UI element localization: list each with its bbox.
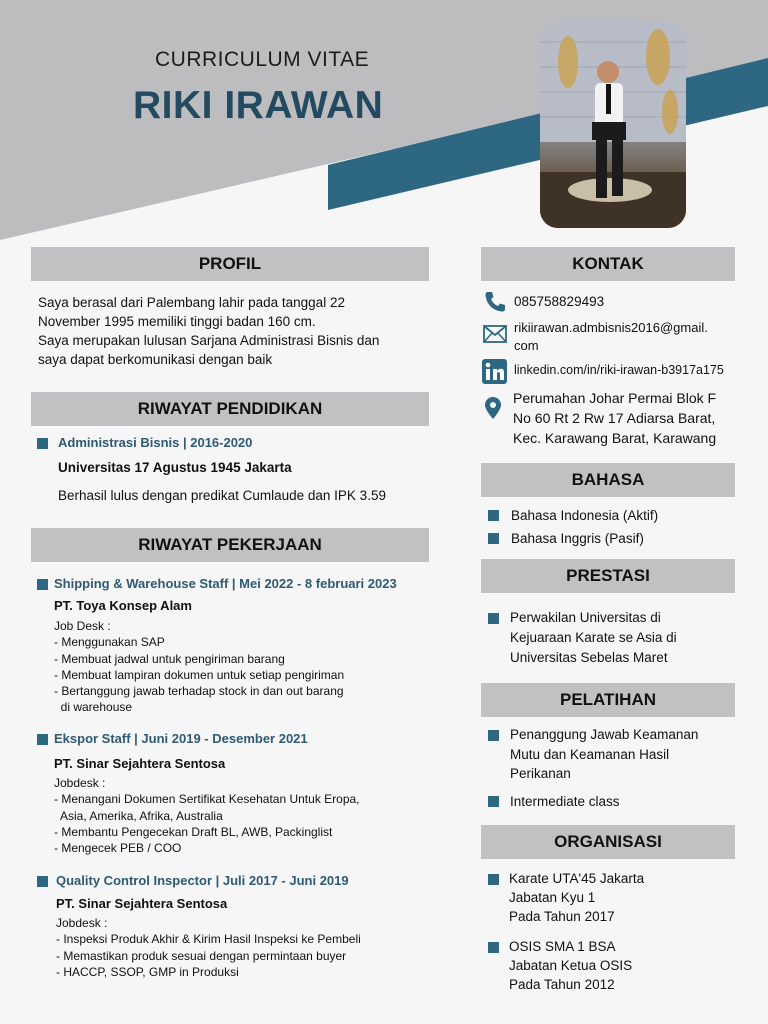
profil-text: [38, 293, 428, 369]
bullet-square-icon: [37, 876, 48, 887]
job-company: PT. Toya Konsep Alam: [54, 598, 192, 613]
contact-email[interactable]: [514, 319, 708, 355]
profil-line: saya dapat berkomunikasi dengan baik: [38, 352, 273, 367]
organisasi-line: Pada Tahun 2012: [509, 977, 615, 992]
job-title: Quality Control Inspector | Juli 2017 - Juni 2019: [56, 873, 349, 888]
job-title: Ekspor Staff | Juni 2019 - Desember 2021: [54, 731, 308, 746]
bullet-square-icon: [488, 533, 499, 544]
pendidikan-title: Administrasi Bisnis | 2016-2020: [58, 435, 253, 450]
profil-line: Saya berasal dari Palembang lahir pada tanggal 22: [38, 295, 345, 310]
pelatihan-line: Mutu dan Keamanan Hasil: [510, 746, 670, 762]
section-pendidikan: RIWAYAT PENDIDIKAN: [31, 392, 429, 426]
job-company: PT. Sinar Sejahtera Sentosa: [54, 756, 226, 771]
pendidikan-school: Universitas 17 Agustus 1945 Jakarta: [58, 460, 292, 475]
bullet-square-icon: [488, 613, 499, 624]
organisasi-line: Jabatan Kyu 1: [509, 890, 596, 905]
email-line: com: [514, 338, 539, 353]
job-desc: Jobdesk : - Inspeksi Produk Akhir & Kirim Hasil Inspeksi ke Pembeli - Memastikan produk sesuai dengan permintaan buyer - HACCP, SSOP, GMP in Produksi: [56, 916, 361, 979]
linkedin-icon: [482, 359, 507, 384]
pelatihan-item: Intermediate class: [510, 794, 620, 809]
job-title: Shipping & Warehouse Staff | Mei 2022 - 8 februari 2023: [54, 576, 397, 591]
section-bahasa: BAHASA: [481, 463, 735, 497]
email-icon: [483, 325, 507, 343]
address-line: No 60 Rt 2 Rw 17 Adiarsa Barat,: [513, 410, 716, 426]
job-desc: Jobdesk : - Menangani Dokumen Sertifikat Kesehatan Untuk Eropa, Asia, Amerika, Afrika, Australia - Membantu Pengecekan Draft BL, AWB, Packinglist - Mengecek PEB / COO: [54, 776, 360, 856]
organisasi-item: [509, 937, 632, 994]
bullet-square-icon: [488, 796, 499, 807]
section-pelatihan: PELATIHAN: [481, 683, 735, 717]
pendidikan-note: Berhasil lulus dengan predikat Cumlaude dan IPK 3.59: [58, 488, 386, 503]
organisasi-item: [509, 869, 644, 926]
candidate-name: RIKI IRAWAN: [133, 84, 384, 127]
bullet-square-icon: [37, 734, 48, 745]
pelatihan-line: Perikanan: [510, 766, 571, 781]
cv-label: CURRICULUM VITAE: [155, 48, 370, 71]
bullet-square-icon: [37, 438, 48, 449]
organisasi-line: Karate UTA'45 Jakarta: [509, 871, 645, 886]
person-photo-icon: [540, 22, 686, 228]
section-profil: PROFIL: [31, 247, 429, 281]
bullet-square-icon: [488, 942, 499, 953]
address-line: Perumahan Johar Permai Blok F: [513, 390, 717, 406]
contact-linkedin[interactable]: linkedin.com/in/riki-irawan-b3917a175: [514, 363, 724, 377]
email-line: rikiirawan.admbisnis2016@gmail.: [514, 320, 708, 335]
bahasa-item: Bahasa Indonesia (Aktif): [511, 508, 659, 523]
bullet-square-icon: [488, 874, 499, 885]
profile-photo: [540, 22, 686, 228]
section-kontak: KONTAK: [481, 247, 735, 281]
prestasi-line: Kejuaraan Karate se Asia di: [510, 630, 677, 645]
bullet-square-icon: [488, 510, 499, 521]
section-prestasi: PRESTASI: [481, 559, 735, 593]
prestasi-line: Universitas Sebelas Maret: [510, 650, 668, 665]
location-pin-icon: [485, 397, 501, 419]
pelatihan-line: Penanggung Jawab Keamanan: [510, 727, 699, 742]
profil-line: November 1995 memiliki tinggi badan 160 cm.: [38, 314, 316, 329]
organisasi-line: Jabatan Ketua OSIS: [509, 958, 633, 973]
contact-address: [513, 388, 716, 448]
job-desc: Job Desk : - Menggunakan SAP - Membuat jadwal untuk pengiriman barang - Membuat lampiran dokumen untuk setiap pengiriman - Bertanggung jawab terhadap stock in dan out barang di warehouse: [54, 619, 345, 715]
section-organisasi: ORGANISASI: [481, 825, 735, 859]
bullet-square-icon: [488, 730, 499, 741]
phone-icon: [483, 290, 507, 314]
prestasi-line: Perwakilan Universitas di: [510, 610, 661, 625]
pelatihan-item: [510, 725, 698, 784]
prestasi-item: [510, 608, 677, 668]
bullet-square-icon: [37, 579, 48, 590]
job-company: PT. Sinar Sejahtera Sentosa: [56, 896, 228, 911]
organisasi-line: Pada Tahun 2017: [509, 909, 615, 924]
profil-line: Saya merupakan lulusan Sarjana Administrasi Bisnis dan: [38, 333, 380, 348]
organisasi-line: OSIS SMA 1 BSA: [509, 939, 616, 954]
address-line: Kec. Karawang Barat, Karawang: [513, 430, 717, 446]
contact-phone[interactable]: 085758829493: [514, 294, 605, 309]
bahasa-item: Bahasa Inggris (Pasif): [511, 531, 644, 546]
section-pekerjaan: RIWAYAT PEKERJAAN: [31, 528, 429, 562]
